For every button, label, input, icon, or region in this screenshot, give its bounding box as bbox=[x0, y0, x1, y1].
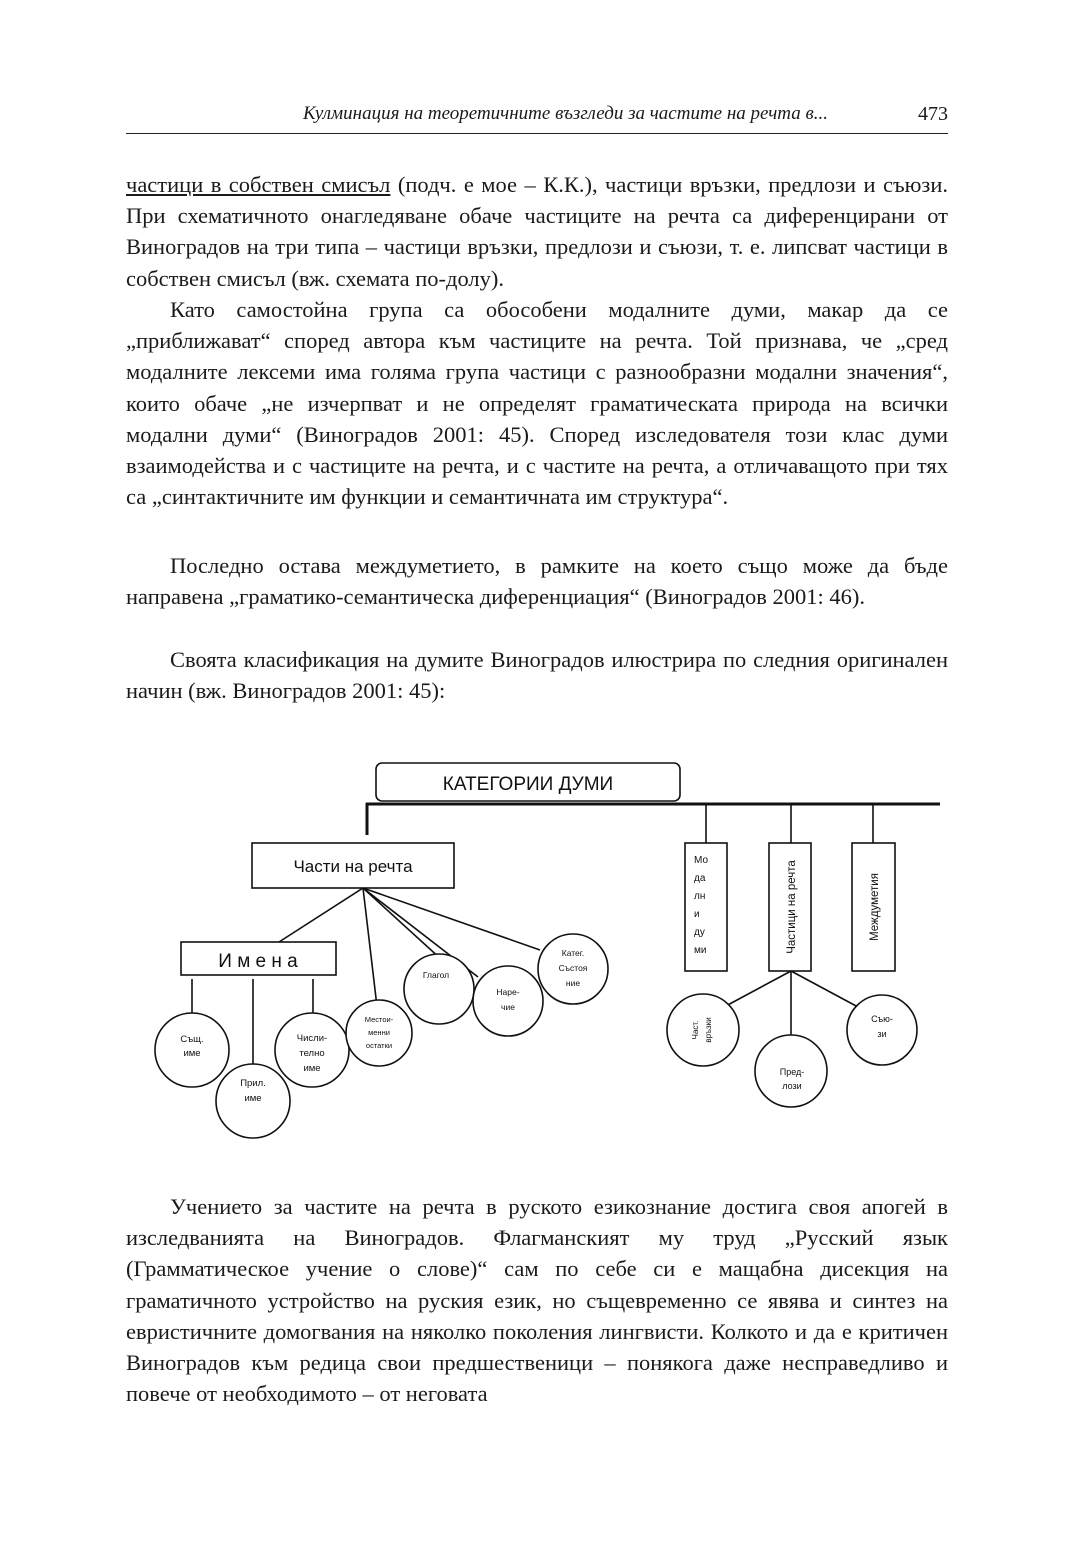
adjective-label-1: Прил. bbox=[240, 1078, 266, 1089]
numeral-label-2: телно bbox=[299, 1048, 325, 1059]
root-label: КАТЕГОРИИ ДУМИ bbox=[442, 774, 614, 795]
paragraph-3: Последно остава междуметието, в рамките на което също може да бъде направена „граматико-семантическа диференциация“ (Виноградов 2001: 46). bbox=[126, 553, 948, 610]
paragraph-5: Учението за частите на речта в руското езикознание достига своя апогей в изследванията на Виноградов. Флагманският му труд „Русский язык (Грамматическое учение о слове)“ сам по себе си е мащабна дисекция на граматичното устройство на руския език, но същевременно се явява и синтез на евристичните домогвания на няколко поколения лингвисти. Колкото и да е критичен Виноградов към редица свои предшественици – понякога даже несправедливо и повече от необходимото – от неговата bbox=[126, 1194, 948, 1407]
word-categories-diagram bbox=[140, 755, 940, 1150]
paragraph-2: Като самостойна група са обособени модалните думи, макар да се „приближават“ според автора към частиците на речта. Той признава, че „сред модалните лексеми има голяма група частици с разнообразни модални значения“, които обаче „не изчерпват и не определят граматическата природа на всички модални думи“ (Виноградов 2001: 45). Според изследователя този клас думи взаимодейства и с частиците на речта, и с частите на речта, а отличаващото при тях са „синтактичните им функции и семантичната им структура“. bbox=[126, 297, 948, 510]
adverb-circle bbox=[473, 966, 543, 1036]
verb-circle bbox=[404, 954, 474, 1024]
paragraph-4: Своята класификация на думите Виноградов илюстрира по следния оригинален начин (вж. Виноградов 2001: 45): bbox=[126, 647, 948, 704]
conjunctions-label-2: зи bbox=[877, 1029, 887, 1039]
linking-particles-circle bbox=[667, 994, 739, 1066]
numeral-label-3: име bbox=[303, 1063, 321, 1074]
adjective-label-2: име bbox=[244, 1093, 262, 1104]
prepositions-label-1: Пред- bbox=[779, 1067, 805, 1077]
noun-label-2: име bbox=[183, 1048, 201, 1059]
state-category-label-3: ние bbox=[565, 978, 581, 988]
linking-particles-label-2: връзки bbox=[704, 1017, 713, 1043]
particles-label: Частици на речта bbox=[786, 860, 798, 954]
adverb-label-1: Наре- bbox=[496, 987, 520, 997]
underlined-term: частици в собствен смисъл bbox=[126, 172, 391, 197]
linking-particles-label-1: Част. bbox=[691, 1020, 700, 1040]
adverb-label-2: чие bbox=[501, 1002, 515, 1012]
pronoun-rest-label-1: Местои- bbox=[364, 1015, 394, 1024]
paragraph-1-text: (подч. е мое – К.К.), частици връзки, предлози и съюзи. При схематичното онагледяване обаче частиците на речта са диференцирани от Виноградов на три типа – частици връзки, предлози и съюзи, т. е. липсват частици в собствен смисъл (вж. схемата по-долу). bbox=[126, 172, 948, 291]
running-title: Кулминация на теоретичните възгледи за частите на речта в... bbox=[303, 103, 828, 124]
modal-words-label-4: и bbox=[694, 909, 700, 920]
diagram-svg bbox=[140, 755, 940, 1150]
names-label: И м е н а bbox=[218, 951, 298, 972]
prepositions-label-2: лози bbox=[782, 1081, 802, 1091]
numeral-label-1: Числи- bbox=[296, 1033, 328, 1044]
state-category-label-1: Катег. bbox=[561, 948, 585, 958]
modal-words-label-3: лн bbox=[694, 891, 706, 902]
state-category-label-2: Състоя bbox=[558, 963, 588, 973]
pronoun-rest-label-3: остатки bbox=[365, 1041, 393, 1050]
parts-of-speech-label: Части на речта bbox=[293, 857, 413, 876]
modal-words-label-2: да bbox=[694, 873, 706, 884]
running-header bbox=[126, 103, 948, 134]
verb-label: Глагол bbox=[422, 970, 450, 980]
interjections-label: Междуметия bbox=[869, 873, 881, 941]
modal-words-label-5: ду bbox=[694, 927, 705, 938]
modal-words-label-6: ми bbox=[694, 945, 707, 956]
page-number: 473 bbox=[918, 103, 948, 125]
noun-label-1: Същ. bbox=[180, 1034, 204, 1045]
paragraph-1 bbox=[126, 169, 948, 294]
conjunctions-label-1: Съю- bbox=[871, 1014, 893, 1024]
modal-words-label-1: Мо bbox=[694, 855, 709, 866]
pronoun-rest-label-2: менни bbox=[368, 1028, 390, 1037]
